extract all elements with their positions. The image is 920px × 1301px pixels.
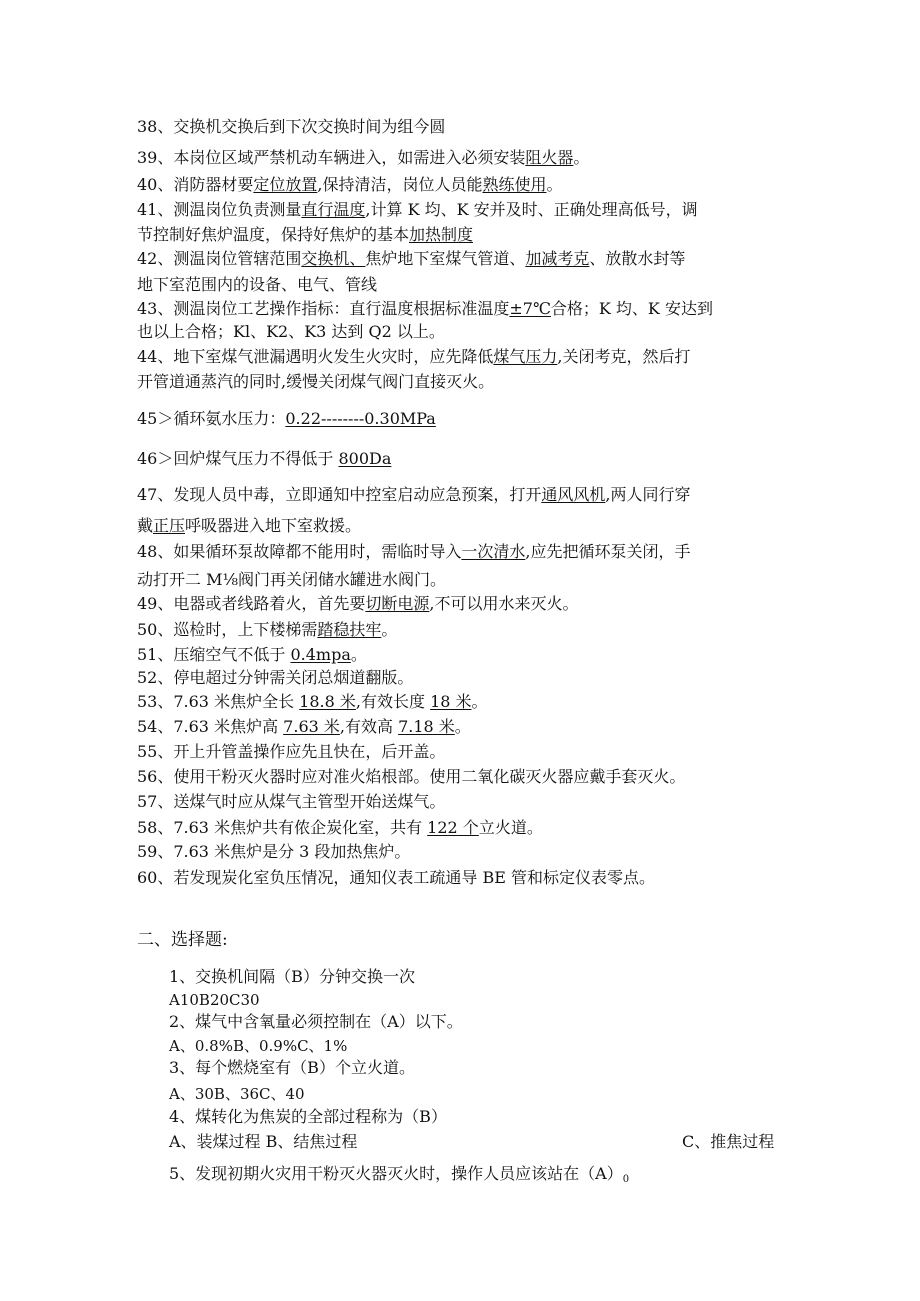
fill-line	[137, 767, 787, 787]
fill-line	[137, 322, 787, 342]
choice-options-4-ab: A、装煤过程 B、结焦过程	[169, 1132, 358, 1151]
choice-options-2: A、0.8%B、0.9%C、1%	[169, 1037, 348, 1055]
answer-blank: 阻火器	[525, 148, 574, 167]
fill-line	[137, 249, 787, 269]
question-text: 呼吸器进入地下室救援。	[185, 516, 362, 535]
question-text: 戴	[137, 516, 154, 535]
fill-line	[137, 792, 787, 812]
fill-line	[137, 409, 787, 429]
fill-line	[137, 818, 787, 838]
answer-blank: 交换机、	[301, 249, 366, 268]
choice-options-4-c: C、推焦过程	[682, 1132, 775, 1151]
answer-blank: 加热制度	[409, 225, 474, 244]
fill-line	[137, 347, 787, 367]
choice-question-1: 1、交换机间隔（B）分钟交换一次	[169, 967, 415, 986]
question-text: 合格；K 均、K 安达到	[550, 299, 713, 318]
question-text: ,有效高	[339, 717, 399, 736]
section-title: 二、选择题:	[137, 930, 228, 950]
answer-blank: 18.8 米	[299, 692, 356, 711]
question-text: 58、7.63 米焦炉共有侬企炭化室，共有	[137, 818, 428, 837]
question-text: 52、停电超过分钟需关闭总烟道翻版。	[137, 668, 414, 687]
question-text: 开管道通蒸汽的同时,缓慢关闭煤气阀门直接灭火。	[137, 372, 495, 391]
answer-blank: 通风风机	[541, 485, 606, 504]
question-text: 。	[381, 620, 398, 639]
question-text: 地下室范围内的设备、电气、管线	[137, 275, 378, 294]
answer-blank: 800Da	[338, 449, 392, 468]
answer-blank: 正压	[153, 516, 186, 535]
fill-line	[137, 620, 787, 640]
choice-question-2: 2、煤气中含氧量必须控制在（A）以下。	[169, 1012, 463, 1031]
fill-line	[137, 594, 787, 614]
fill-line	[137, 570, 787, 590]
question-text: 47、发现人员中毒，立即通知中控室启动应急预案，打开	[137, 485, 542, 504]
question-text: 动打开二 M⅛阀门再关闭储水罐进水阀门。	[137, 570, 446, 589]
answer-blank: 7.18 米	[398, 717, 455, 736]
question-text: 50、巡检时，上下楼梯需	[137, 620, 318, 639]
question-text: 。	[573, 148, 590, 167]
question-text: ,应先把循环泵关闭，手	[525, 542, 691, 561]
question-text: 46＞回炉煤气压力不得低于	[137, 449, 339, 468]
question-text: 38、交换机交换后到下次交换时间为组今圆	[137, 117, 446, 136]
fill-line	[137, 692, 787, 712]
question-text: 51、压缩空气不低于	[137, 645, 291, 664]
question-text: 53、7.63 米焦炉全长	[137, 692, 300, 711]
question-text: 59、7.63 米焦炉是分 3 段加热焦炉。	[137, 842, 411, 861]
fill-line	[137, 148, 787, 168]
question-text: 43、测温岗位工艺操作指标：直行温度根据标准温度	[137, 299, 510, 318]
question-text: 44、地下室煤气泄漏遇明火发生火灾时，应先降低	[137, 347, 494, 366]
question-text: 。	[454, 717, 471, 736]
fill-line	[137, 717, 787, 737]
fill-line	[137, 485, 787, 505]
question-text: 48、如果循环泵故障都不能用时，需临时导入	[137, 542, 462, 561]
question-text: ,关闭考克，然后打	[557, 347, 691, 366]
fill-line	[137, 117, 787, 137]
question-text: 60、若发现炭化室负压情况，通知仪表工疏通导 BE 管和标定仪表零点。	[137, 868, 655, 887]
question-text: ,有效长度	[355, 692, 431, 711]
fill-line	[137, 449, 787, 469]
fill-line	[137, 225, 787, 245]
fill-line	[137, 372, 787, 392]
question-text: 。	[471, 692, 488, 711]
question-text: 41、测温岗位负责测量	[137, 200, 302, 219]
choice-options-3: A、30B、36C、40	[169, 1085, 305, 1103]
fill-line	[137, 868, 787, 888]
answer-blank: 踏稳扶牢	[317, 620, 382, 639]
answer-blank: 一次清水	[461, 542, 526, 561]
question-text: 。	[350, 645, 367, 664]
choice-question-3: 3、每个燃烧室有（B）个立火道。	[169, 1058, 415, 1077]
fill-line	[137, 742, 787, 762]
answer-blank: 定位放置	[253, 175, 318, 194]
choice-options-1: A10B20C30	[169, 991, 260, 1009]
choice-options-4	[169, 1132, 819, 1152]
question-text: ,计算 K 均、K 安并及时、正确处理高低号，调	[365, 200, 698, 219]
question-text: 焦炉地下室煤气管道、	[365, 249, 526, 268]
answer-blank: 18 米	[430, 692, 472, 711]
question-text: ,保持清洁，岗位人员能	[317, 175, 483, 194]
fill-line	[137, 542, 787, 562]
question-text: 也以上合格；Kl、K2、K3 达到 Q2 以上。	[137, 322, 445, 341]
answer-blank: 7.63 米	[283, 717, 340, 736]
answer-blank: 0.4mpa	[290, 645, 351, 664]
answer-blank: 0.22--------0.30MPa	[285, 409, 436, 428]
question-text: 57、送煤气时应从煤气主管型开始送煤气。	[137, 792, 446, 811]
answer-blank: ±7℃	[509, 299, 551, 318]
fill-line	[137, 200, 787, 220]
question-text: 40、消防器材要	[137, 175, 254, 194]
fill-line	[137, 175, 787, 195]
choice-question-5	[169, 1164, 819, 1190]
answer-blank: 熟练使用	[482, 175, 547, 194]
choice-question-5-tail: 0	[622, 1174, 630, 1185]
fill-line	[137, 299, 787, 319]
fill-line	[137, 668, 787, 688]
question-text: 56、使用干粉灭火器时应对准火焰根部。使用二氧化碳灭火器应戴手套灭火。	[137, 767, 686, 786]
choice-question-5-text: 5、发现初期火灾用干粉灭火器灭火时，操作人员应该站在（A）	[169, 1164, 623, 1183]
question-text: 立火道。	[478, 818, 543, 837]
question-text: 49、电器或者线路着火，首先要	[137, 594, 366, 613]
answer-blank: 加减考克	[525, 249, 590, 268]
fill-line	[137, 645, 787, 665]
question-text: 。	[546, 175, 563, 194]
question-text: 42、测温岗位管辖范围	[137, 249, 302, 268]
question-text: 39、本岗位区域严禁机动车辆进入，如需进入必须安装	[137, 148, 526, 167]
answer-blank: 切断电源	[365, 594, 430, 613]
question-text: 54、7.63 米焦炉高	[137, 717, 284, 736]
answer-blank: 煤气压力	[493, 347, 558, 366]
fill-line	[137, 275, 787, 295]
question-text: 、放散水封等	[589, 249, 686, 268]
choice-question-4: 4、煤转化为焦炭的全部过程称为（B）	[169, 1107, 447, 1126]
question-text: 55、开上升管盖操作应先且快在，后开盖。	[137, 742, 446, 761]
question-text: 节控制好焦炉温度，保持好焦炉的基本	[137, 225, 410, 244]
fill-line	[137, 516, 787, 536]
question-text: ,不可以用水来灭火。	[429, 594, 579, 613]
fill-line	[137, 842, 787, 862]
answer-blank: 直行温度	[301, 200, 366, 219]
question-text: ,两人同行穿	[605, 485, 691, 504]
question-text: 45＞循环氨水压力：	[137, 409, 286, 428]
answer-blank: 122 个	[427, 818, 479, 837]
